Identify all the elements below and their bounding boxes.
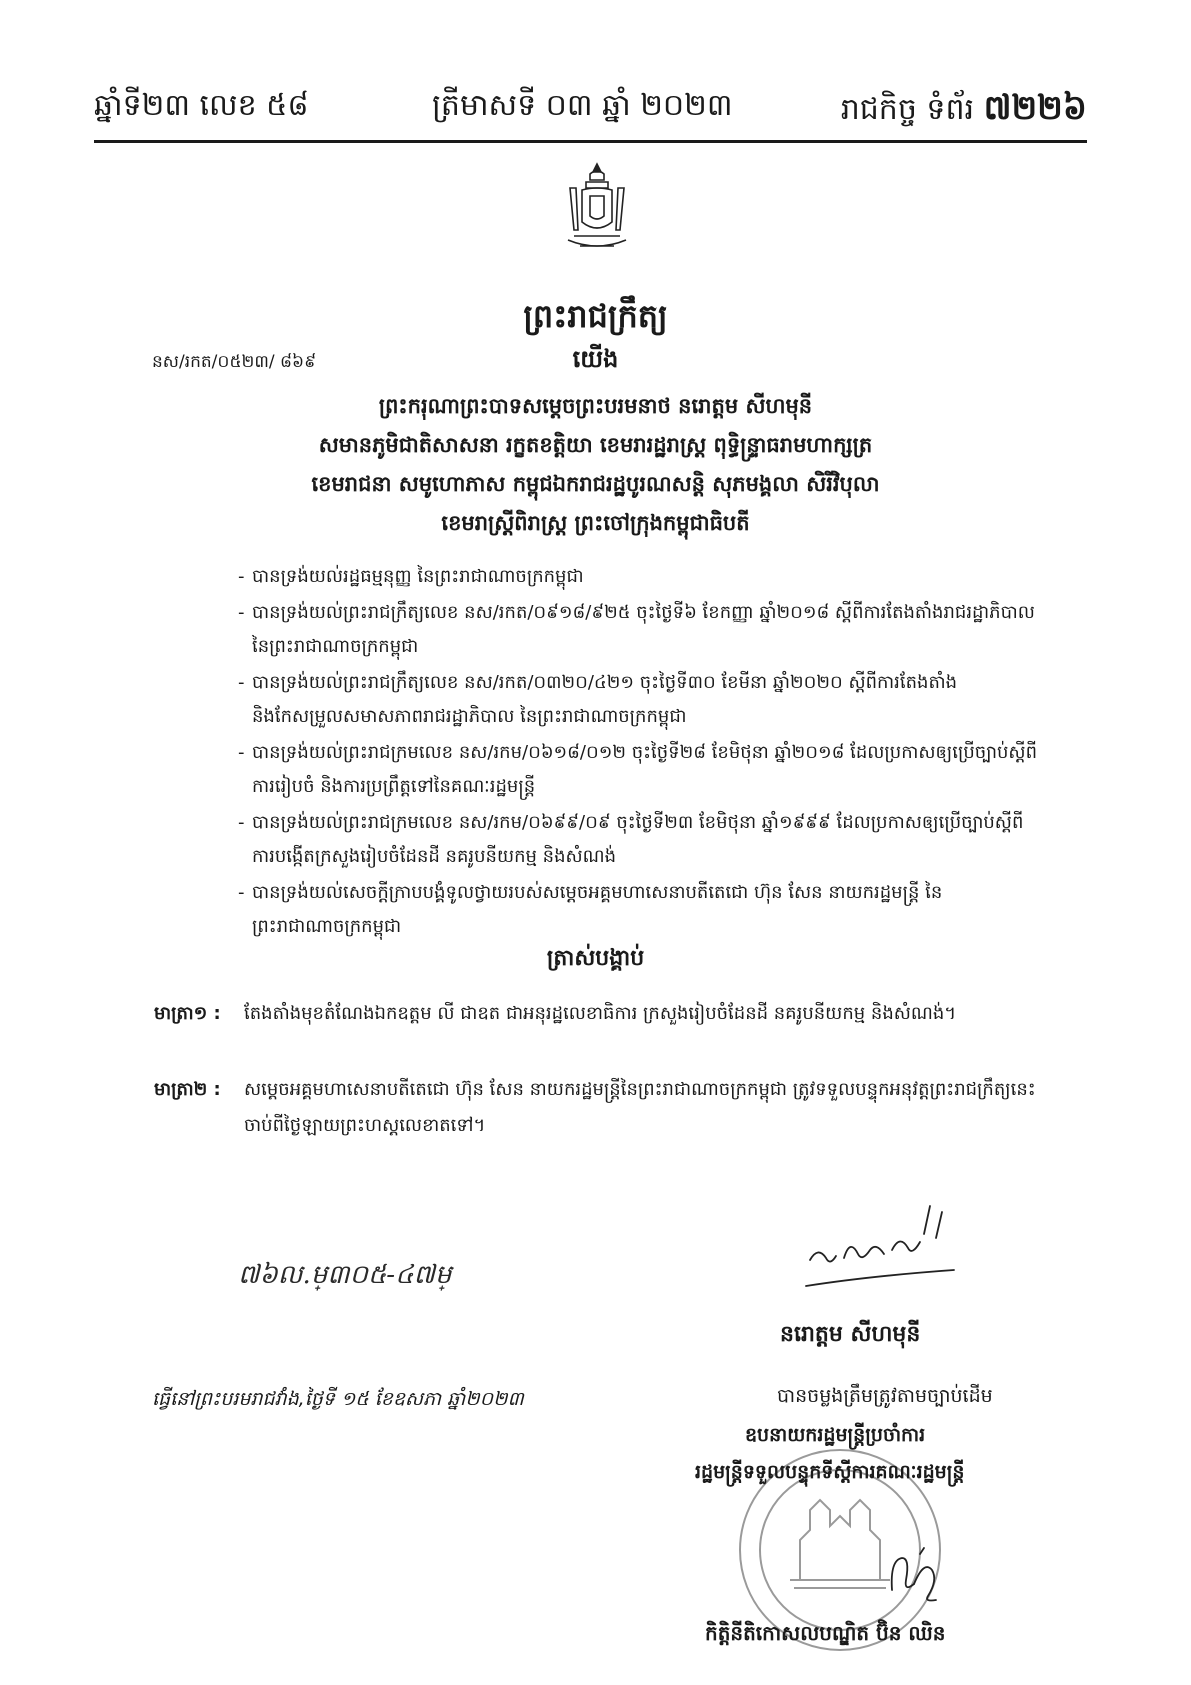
opening-word: យើង: [572, 345, 619, 373]
royal-title-line: ព្រះករុណាព្រះបាទសម្តេចព្រះបរមនាថ នរោត្តម សីហមុនី: [378, 394, 813, 418]
consideration-item: - បានទ្រង់យល់ព្រះរាជក្រឹត្យលេខ នស/រកត/០៩១៨/៩២៥ ចុះថ្ងៃទី៦ ខែកញ្ញា ឆ្នាំ២០១៨ ស្តីពីការតែងតាំងរាជរដ្ឋាភិបាល នៃព្រះរាជាណាចក្រកម្ពុជា: [240, 596, 1040, 664]
article-label: មាត្រា២ :: [154, 1079, 221, 1100]
countersign-title: ឧបនាយករដ្ឋមន្ត្រីប្រចាំការ: [745, 1424, 926, 1446]
king-signature-icon: [800, 1198, 960, 1288]
consideration-item: - បានទ្រង់យល់ព្រះរាជក្រមលេខ នស/រកម/០៦១៨/០១២ ចុះថ្ងៃទី២៨ ខែមិថុនា ឆ្នាំ២០១៨ ដែលប្រកាសឲ្យប្រើច្បាប់ស្តីពីការរៀបចំ និងការប្រព្រឹត្តទៅនៃគណៈរដ្ឋមន្ត្រី: [240, 736, 1040, 804]
official-name: កិត្តិនីតិកោសលបណ្ឌិត ប៊ិន ឈិន: [705, 1621, 946, 1645]
article-text: តែងតាំងមុខតំណែងឯកឧត្តម លី ជាឧត ជាអនុរដ្ឋលេខាធិការ ក្រសួងរៀបចំដែនដី នគរូបនីយកម្ម និងសំណង់។: [244, 1003, 957, 1024]
decree-heading: ត្រាស់បង្គាប់: [546, 946, 645, 971]
gazette-page-info: [841, 86, 1087, 136]
document-number: នស/រកត/០៥២៣/ ៨៦៩: [152, 352, 317, 372]
article-1: [154, 996, 1044, 1032]
royal-title-line: សមានភូមិជាតិសាសនា រក្ខតខត្តិយា ខេមរារដ្ឋរាស្ត្រ ពុទ្ធិន្ទ្រាធរាមហាក្សត្រ: [318, 433, 873, 457]
considerations-list: [240, 560, 1040, 946]
consideration-item: - បានទ្រង់យល់រដ្ឋធម្មនុញ្ញ នៃព្រះរាជាណាចក្រកម្ពុជា: [240, 560, 1040, 594]
header-rule: [94, 140, 1087, 143]
royal-coat-of-arms-icon: [560, 160, 634, 256]
king-name: នរោត្តម សីហមុនី: [780, 1322, 921, 1347]
article-text: សម្តេចអគ្គមហាសេនាបតីតេជោ ហ៊ុន សែន នាយករដ្ឋមន្ត្រីនៃព្រះរាជាណាចក្រកម្ពុជា ត្រូវទទួលបន្ទុកអនុវត្តព្រះរាជក្រឹត្យនេះ ចាប់ពីថ្ងៃឡាយព្រះហស្តលេខាតទៅ។: [244, 1079, 1036, 1136]
handwritten-reference: ៧៦ល.ម្៣០៥-៤៧ម្: [238, 1260, 452, 1290]
official-signature-icon: [880, 1540, 960, 1610]
royal-title-line: ខេមរាស្ត្រីពិរាស្ត្រ ព្រះចៅក្រុងកម្ពុជាធិបតី: [441, 511, 750, 535]
article-label: មាត្រា១ :: [154, 1003, 221, 1024]
page-label: រាជកិច្ច ទំព័រ: [840, 92, 975, 127]
royal-title-line: ខេមរាជនា សមូហោភាស កម្ពុជឯករាជរដ្ឋបូរណសន្តិ សុភមង្គលា សិរីវិបុលា: [311, 472, 880, 496]
consideration-item: - បានទ្រង់យល់សេចក្តីក្រាបបង្គំទូលថ្វាយរបស់សម្តេចអគ្គមហាសេនាបតីតេជោ ហ៊ុន សែន នាយករដ្ឋមន្ត្រី នៃព្រះរាជាណាចក្រកម្ពុជា: [240, 876, 1040, 944]
gazette-issue: ឆ្នាំទី២៣ លេខ ៥៨: [94, 88, 309, 123]
place-and-date: ធ្វើនៅព្រះបរមរាជវាំង,ថ្ងៃទី ១៥ ខែឧសភា ឆ្នាំ២០២៣: [152, 1388, 524, 1410]
consideration-item: - បានទ្រង់យល់ព្រះរាជក្រមលេខ នស/រកម/០៦៩៩/០៩ ចុះថ្ងៃទី២៣ ខែមិថុនា ឆ្នាំ១៩៩៩ ដែលប្រកាសឲ្យប្រើច្បាប់ស្តីពីការបង្កើតក្រសួងរៀបចំដែនដី នគរូបនីយកម្ម និងសំណង់: [240, 806, 1040, 874]
consideration-item: - បានទ្រង់យល់ព្រះរាជក្រឹត្យលេខ នស/រកត/០៣២០/៤២១ ចុះថ្ងៃទី៣០ ខែមីនា ឆ្នាំ២០២០ ស្តីពីការតែងតាំង និងកែសម្រួលសមាសភាពរាជរដ្ឋាភិបាល នៃព្រះរាជាណាចក្រកម្ពុជា: [240, 666, 1040, 734]
article-2: [154, 1072, 1044, 1144]
countersign-title: រដ្ឋមន្ត្រីទទួលបន្ទុកទីស្តីការគណៈរដ្ឋមន្ត្រី: [695, 1461, 965, 1483]
page-number: ៧២២៦: [983, 88, 1087, 128]
document-title: ព្រះរាជក្រឹត្យ: [523, 297, 668, 335]
countersign-note: បានចម្លងត្រឹមត្រូវតាមច្បាប់ដើម: [777, 1385, 993, 1407]
gazette-quarter: ត្រីមាសទី ០៣ ឆ្នាំ ២០២៣: [432, 88, 733, 123]
